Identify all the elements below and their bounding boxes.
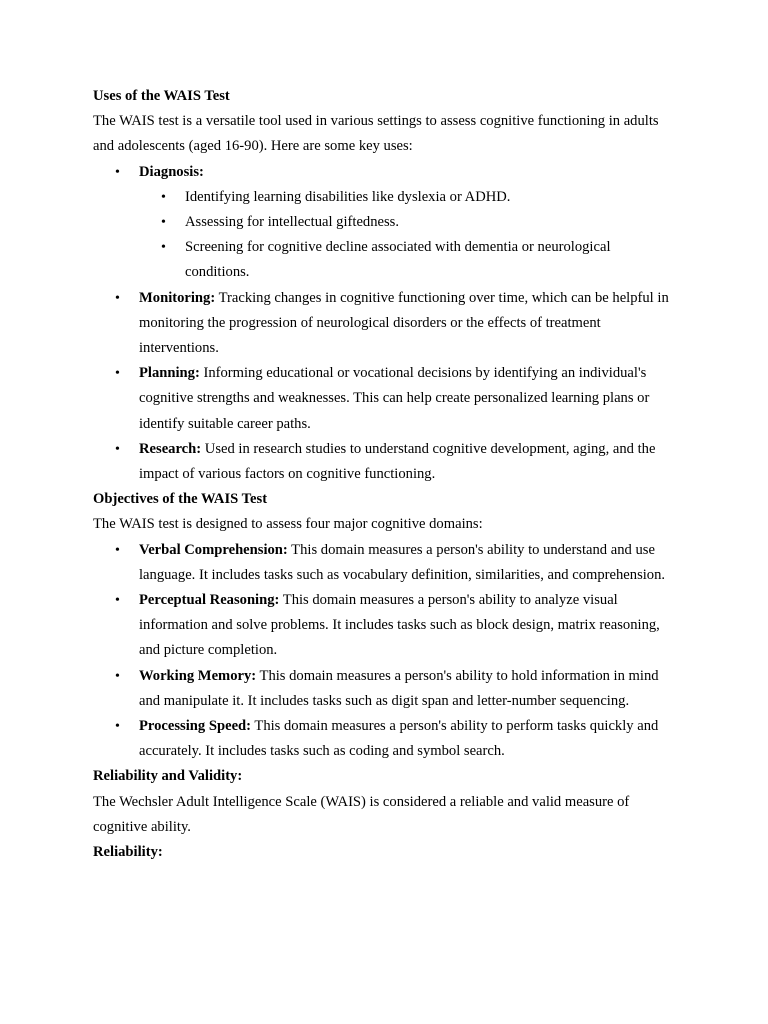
list-item-monitoring xyxy=(93,286,673,362)
sublist-item: • Assessing for intellectual giftedness. xyxy=(139,210,673,235)
item-text: This domain measures a person's ability to understand and use language. It includes tasks such as vocabulary definition, similarities, and comprehension. xyxy=(139,541,666,583)
term-working-memory: Working Memory: xyxy=(139,667,257,684)
uses-list xyxy=(93,160,673,488)
list-item-processing-speed xyxy=(93,714,673,764)
sublist-item: • Identifying learning disabilities like dyslexia or ADHD. xyxy=(139,185,673,210)
list-item-research xyxy=(93,437,673,487)
list-item-planning xyxy=(93,361,673,437)
objectives-list xyxy=(93,538,673,765)
reliability-validity-intro: The Wechsler Adult Intelligence Scale (WAIS) is considered a reliable and valid measure of cognitive ability. xyxy=(93,793,630,835)
sublist-item: • Screening for cognitive decline associated with dementia or neurological conditions. xyxy=(139,235,673,285)
objectives-heading: Objectives of the WAIS Test xyxy=(93,491,268,508)
item-text: Used in research studies to understand cognitive development, aging, and the impact of various factors on cognitive functioning. xyxy=(139,440,656,483)
term-monitoring: Monitoring: xyxy=(139,289,216,306)
term-research: Research: xyxy=(139,440,202,457)
list-item-perceptual-reasoning xyxy=(93,588,673,664)
term-processing-speed: Processing Speed: xyxy=(139,718,252,735)
document-page xyxy=(93,84,673,865)
item-text: Informing educational or vocational decisions by identifying an individual's cognitive strengths and weaknesses. This can help create personalized learning plans or identify suitable career paths. xyxy=(139,365,650,432)
term-diagnosis: Diagnosis: xyxy=(139,163,204,180)
list-item-verbal-comprehension xyxy=(93,538,673,588)
term-planning: Planning: xyxy=(139,365,200,382)
list-item-diagnosis xyxy=(93,160,673,286)
objectives-intro: The WAIS test is designed to assess four major cognitive domains: xyxy=(93,516,483,533)
item-text: This domain measures a person's ability to hold information in mind and manipulate it. It includes tasks such as digit span and letter-number sequencing. xyxy=(139,667,659,709)
reliability-heading: Reliability: xyxy=(93,844,163,861)
item-text: This domain measures a person's ability to analyze visual information and solve problems. It includes tasks such as block design, matrix reasoning, and picture completion. xyxy=(139,592,660,659)
item-text: Tracking changes in cognitive functioning over time, which can be helpful in monitoring the progression of neurological disorders or the effects of treatment interventions. xyxy=(139,289,669,357)
uses-intro: The WAIS test is a versatile tool used in various settings to assess cognitive functioning in adults and adolescents (aged 16-90). Here are some key uses: xyxy=(93,113,659,155)
item-text: This domain measures a person's ability to perform tasks quickly and accurately. It includes tasks such as coding and symbol search. xyxy=(139,718,659,760)
list-item-working-memory xyxy=(93,664,673,714)
diagnosis-sublist xyxy=(139,185,673,286)
term-verbal-comprehension: Verbal Comprehension: xyxy=(139,541,288,558)
term-perceptual-reasoning: Perceptual Reasoning: xyxy=(139,592,280,609)
uses-heading: Uses of the WAIS Test xyxy=(93,88,230,104)
reliability-validity-heading: Reliability and Validity: xyxy=(93,768,243,785)
